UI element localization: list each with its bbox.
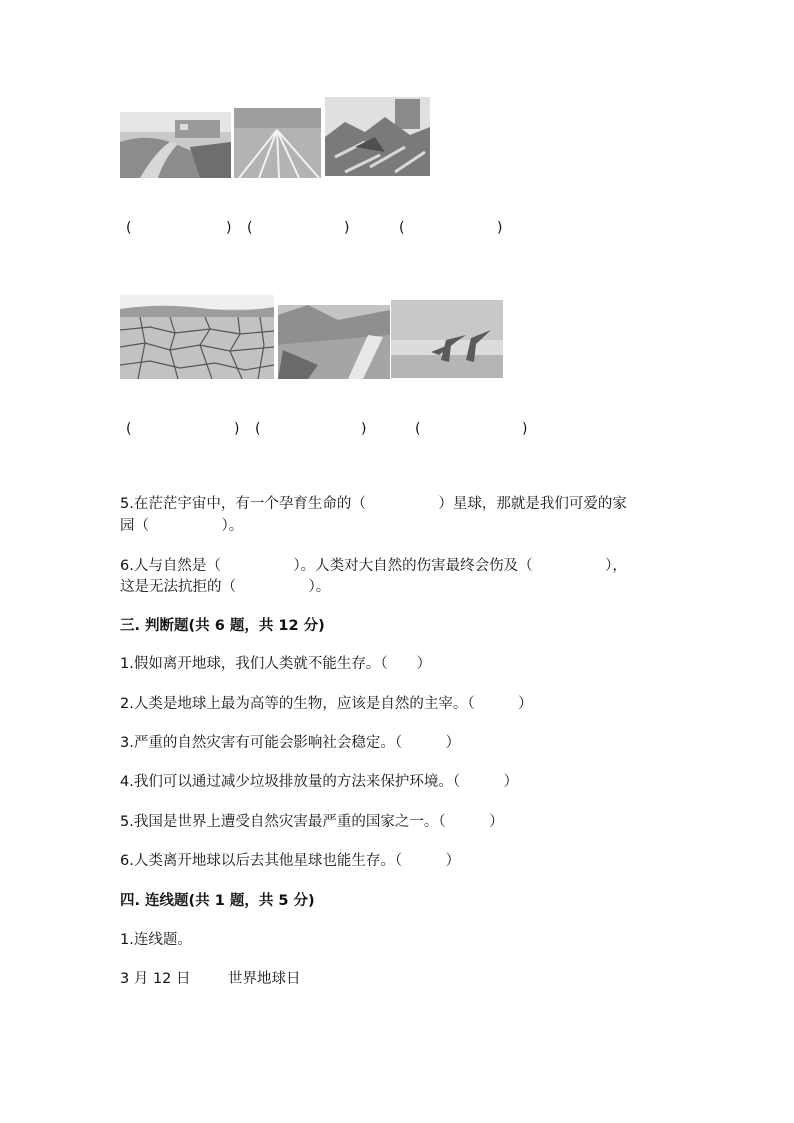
landslide-photo [278,305,390,379]
open-paren: ( [247,220,253,236]
close-paren: ) [497,220,503,236]
collapsed-building-photo [325,97,430,176]
open-paren: ( [415,421,421,437]
matching-question-1: 1.连线题。 [120,932,192,948]
question-5-line1: 5.在茫茫宇宙中，有一个孕育生命的（ ）星球，那就是我们可爱的家 [120,496,627,512]
judge-item-6: 6.人类离开地球以后去其他星球也能生存。（ ） [120,853,461,869]
open-paren: ( [255,421,261,437]
judge-item-1: 1.假如离开地球，我们人类就不能生存。（ ） [120,656,432,672]
answer-blanks-row1 [0,218,794,238]
open-paren: ( [126,220,132,236]
close-paren: ) [234,421,240,437]
section-4-title: 四. 连线题(共 1 题，共 5 分) [120,893,315,909]
judge-item-3: 3.严重的自然灾害有可能会影响社会稳定。（ ） [120,735,461,751]
question-5-line2: 园（ ）。 [120,518,244,534]
open-paren: ( [126,421,132,437]
match-left-item: 3 月 12 日 [120,971,191,987]
cracked-drought-ground-photo [120,295,274,379]
judge-item-5: 5.我国是世界上遭受自然灾害最严重的国家之一。（ ） [120,814,504,830]
judge-item-2: 2.人类是地球上最为高等的生物，应该是自然的主宰。（ ） [120,696,533,712]
open-paren: ( [399,220,405,236]
flood-photo [120,112,231,178]
question-6-line1: 6.人与自然是（ ）。人类对大自然的伤害最终会伤及（ ）， [120,558,627,574]
close-paren: ) [522,421,528,437]
question-6-line2: 这是无法抗拒的（ ）。 [120,579,331,595]
close-paren: ) [344,220,350,236]
close-paren: ) [361,421,367,437]
section-3-title: 三. 判断题(共 6 题，共 12 分) [120,618,325,634]
judge-item-4: 4.我们可以通过减少垃圾排放量的方法来保护环境。（ ） [120,774,519,790]
match-right-item: 世界地球日 [228,971,301,987]
storm-trees-photo [391,300,503,378]
answer-blanks-row2 [0,419,794,439]
flooded-field-photo [234,108,321,178]
close-paren: ) [226,220,232,236]
